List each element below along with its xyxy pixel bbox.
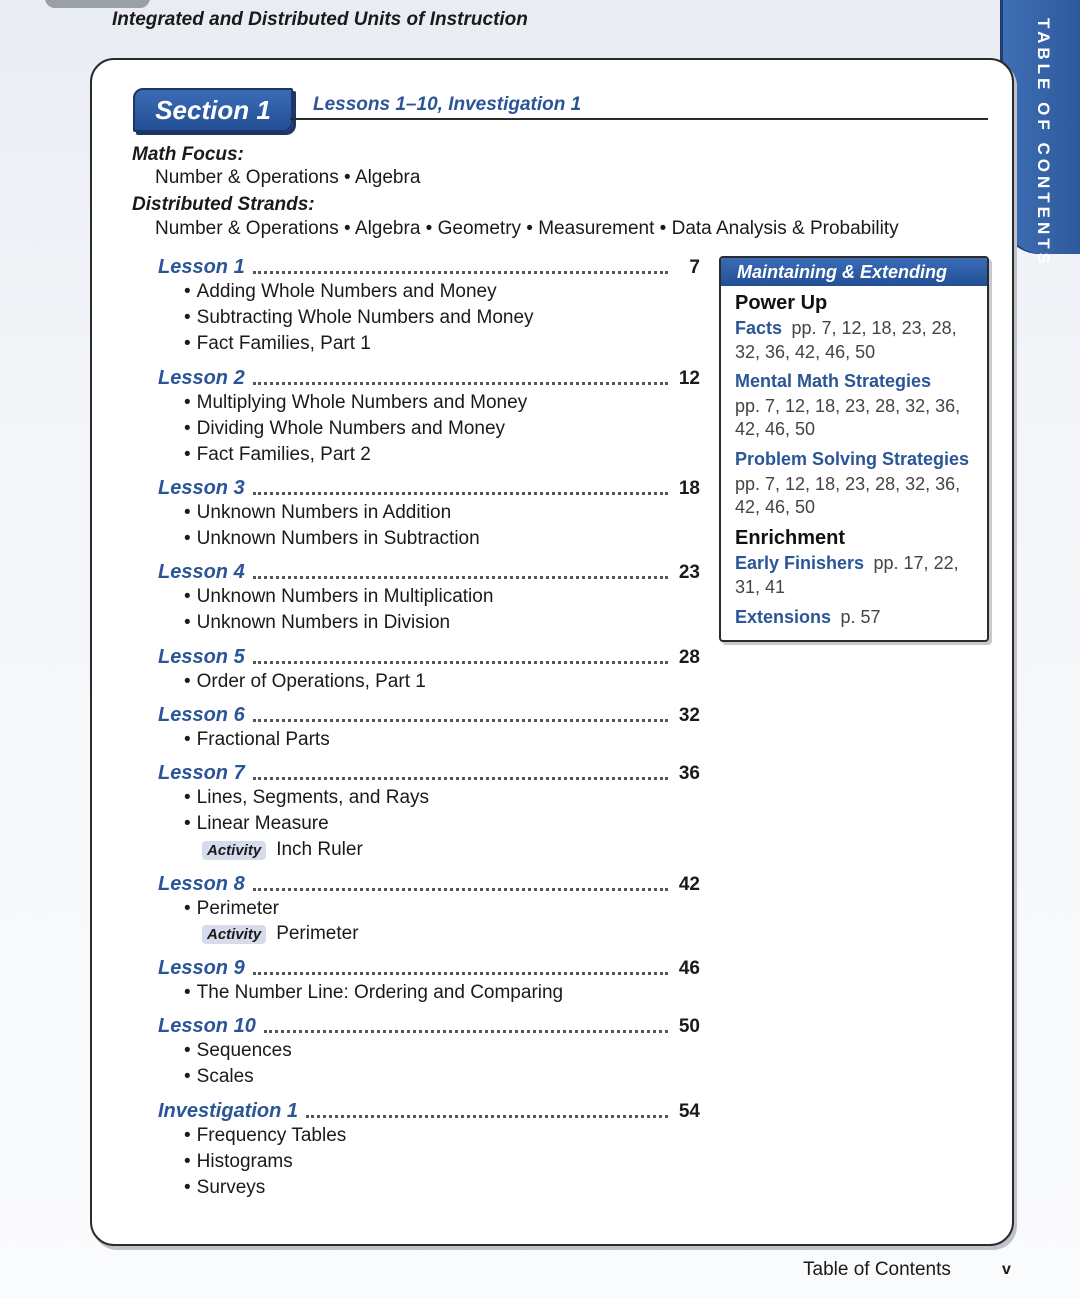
topic-item: • Scales <box>184 1066 254 1088</box>
facts-entry <box>735 317 957 340</box>
problem-solving-pages-cont: 42, 46, 50 <box>735 497 816 517</box>
top-tab-decoration <box>45 0 150 8</box>
problem-solving-link[interactable]: Problem Solving Strategies <box>735 449 970 469</box>
toc-entry-lesson-7[interactable] <box>158 759 700 785</box>
topic-item: • Unknown Numbers in Subtraction <box>184 528 480 550</box>
topic-item: • Sequences <box>184 1040 292 1062</box>
topic-item: • Lines, Segments, and Rays <box>184 787 429 809</box>
page-number: 54 <box>678 1101 700 1122</box>
page-number: 18 <box>678 478 700 499</box>
section-badge: Section 1 <box>133 88 293 132</box>
page-number: 42 <box>678 874 700 895</box>
lesson-title: Lesson 4 <box>158 561 245 583</box>
early-finishers-entry <box>735 552 959 575</box>
toc-entry-lesson-3[interactable] <box>158 474 700 500</box>
distributed-strands-text: Number & Operations • Algebra • Geometry • Measurement • Data Analysis & Probability <box>155 218 899 239</box>
enrichment-heading: Enrichment <box>735 527 846 549</box>
lesson-title: Lesson 7 <box>158 762 245 784</box>
topic-item: • Unknown Numbers in Multiplication <box>184 586 493 608</box>
math-focus-text: Number & Operations • Algebra <box>155 167 421 188</box>
dot-leader <box>253 972 668 975</box>
activity-label: Inch Ruler <box>276 839 363 860</box>
mental-math-pages-cont: 42, 46, 50 <box>735 419 816 439</box>
dot-leader <box>253 777 668 780</box>
page-number: 50 <box>678 1016 700 1037</box>
extensions-entry <box>735 606 881 629</box>
facts-link[interactable]: Facts <box>735 318 783 338</box>
dot-leader <box>264 1030 668 1033</box>
page-number: 46 <box>678 958 700 979</box>
topic-item: • Surveys <box>184 1177 265 1199</box>
topic-item: • Fact Families, Part 1 <box>184 333 371 355</box>
dot-leader <box>253 661 668 664</box>
activity-item <box>202 923 359 945</box>
lesson-title: Lesson 2 <box>158 367 245 389</box>
side-tab-label: TABLE OF CONTENTS <box>1034 18 1053 268</box>
lesson-title: Lesson 9 <box>158 957 245 979</box>
topic-item: • Unknown Numbers in Addition <box>184 502 451 524</box>
lesson-title: Lesson 5 <box>158 646 245 668</box>
math-focus-label: Math Focus: <box>132 144 244 165</box>
problem-solving-pages: pp. 7, 12, 18, 23, 28, 32, 36, <box>735 474 961 494</box>
topic-item: • Fractional Parts <box>184 729 330 751</box>
topic-item: • Adding Whole Numbers and Money <box>184 281 497 303</box>
extensions-pages: p. 57 <box>840 607 881 627</box>
footer-page-number: v <box>1002 1261 1011 1278</box>
toc-entry-lesson-9[interactable] <box>158 954 700 980</box>
activity-badge: Activity <box>202 841 266 860</box>
power-up-heading: Power Up <box>735 292 828 314</box>
lesson-title: Lesson 1 <box>158 256 245 278</box>
activity-item <box>202 839 363 861</box>
topic-item: • Perimeter <box>184 898 279 920</box>
dot-leader <box>306 1115 668 1118</box>
dot-leader <box>253 719 668 722</box>
early-finishers-pages: pp. 17, 22, <box>873 553 959 573</box>
page-number: 23 <box>678 562 700 583</box>
facts-pages-cont: 32, 36, 42, 46, 50 <box>735 342 876 362</box>
section-subtitle: Lessons 1–10, Investigation 1 <box>313 94 582 115</box>
toc-entry-investigation-1[interactable] <box>158 1097 700 1123</box>
footer-title: Table of Contents <box>803 1259 951 1280</box>
lesson-title: Lesson 8 <box>158 873 245 895</box>
lesson-title: Lesson 10 <box>158 1015 256 1037</box>
dot-leader <box>253 271 668 274</box>
toc-entry-lesson-4[interactable] <box>158 558 700 584</box>
toc-entry-lesson-10[interactable] <box>158 1012 700 1038</box>
dot-leader <box>253 576 668 579</box>
dot-leader <box>253 492 668 495</box>
early-finishers-pages-cont: 31, 41 <box>735 577 786 597</box>
distributed-strands-label: Distributed Strands: <box>132 194 315 215</box>
dot-leader <box>253 888 668 891</box>
extensions-link[interactable]: Extensions <box>735 607 832 627</box>
facts-pages: pp. 7, 12, 18, 23, 28, <box>791 318 957 338</box>
lesson-title: Investigation 1 <box>158 1100 299 1122</box>
topic-item: • Unknown Numbers in Division <box>184 612 450 634</box>
mental-math-pages: pp. 7, 12, 18, 23, 28, 32, 36, <box>735 396 961 416</box>
toc-entry-lesson-1[interactable] <box>158 253 700 279</box>
running-head: Integrated and Distributed Units of Instruction <box>112 9 528 30</box>
page-number: 7 <box>689 257 700 278</box>
topic-item: • Linear Measure <box>184 813 329 835</box>
topic-item: • Fact Families, Part 2 <box>184 444 371 466</box>
topic-item: • Dividing Whole Numbers and Money <box>184 418 505 440</box>
toc-entry-lesson-5[interactable] <box>158 643 700 669</box>
topic-item: • Order of Operations, Part 1 <box>184 671 426 693</box>
early-finishers-link[interactable]: Early Finishers <box>735 553 865 573</box>
topic-item: • Frequency Tables <box>184 1125 346 1147</box>
toc-entry-lesson-2[interactable] <box>158 364 700 390</box>
mental-math-link[interactable]: Mental Math Strategies <box>735 371 932 391</box>
activity-label: Perimeter <box>276 923 359 944</box>
dot-leader <box>253 382 668 385</box>
topic-item: • Histograms <box>184 1151 293 1173</box>
lesson-title: Lesson 6 <box>158 704 245 726</box>
lesson-title: Lesson 3 <box>158 477 245 499</box>
page-number: 36 <box>678 763 700 784</box>
page-number: 28 <box>678 647 700 668</box>
activity-badge: Activity <box>202 925 266 944</box>
toc-entry-lesson-6[interactable] <box>158 701 700 727</box>
page-number: 32 <box>678 705 700 726</box>
toc-entry-lesson-8[interactable] <box>158 870 700 896</box>
section-rule <box>290 118 988 120</box>
maintaining-extending-header: Maintaining & Extending <box>721 258 987 286</box>
topic-item: • Multiplying Whole Numbers and Money <box>184 392 527 414</box>
topic-item: • The Number Line: Ordering and Comparing <box>184 982 563 1004</box>
topic-item: • Subtracting Whole Numbers and Money <box>184 307 534 329</box>
page-number: 12 <box>678 368 700 389</box>
